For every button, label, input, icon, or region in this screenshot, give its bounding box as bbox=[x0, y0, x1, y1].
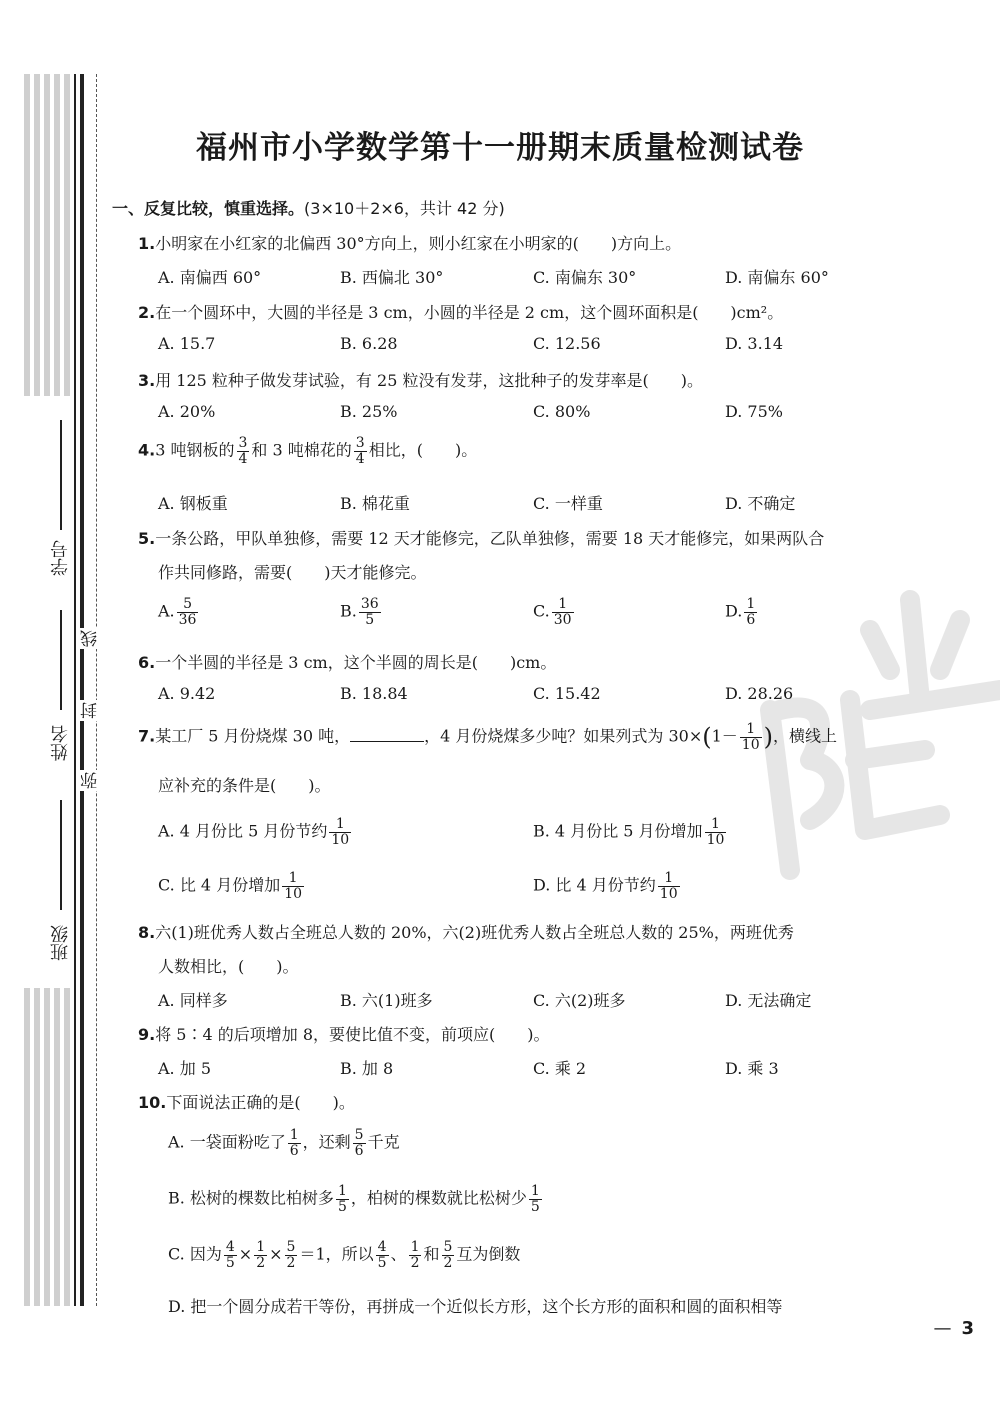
option-a[interactable]: A. 20% bbox=[158, 402, 216, 421]
fraction: $\frac{1}{6}$ bbox=[746, 596, 756, 628]
option-b[interactable]: B. 六(1)班多 bbox=[340, 991, 433, 1010]
fraction: $\frac{3}{4}$ bbox=[355, 435, 365, 467]
question-text: 下面说法正确的是( )。 bbox=[166, 1093, 355, 1112]
page-dash: — bbox=[933, 1318, 952, 1339]
option-a[interactable]: A. 同样多 bbox=[158, 991, 228, 1010]
cut-line bbox=[96, 74, 97, 1306]
question-number: 2. bbox=[138, 303, 156, 322]
option-d[interactable]: D. 3.14 bbox=[725, 334, 784, 353]
option-b[interactable]: B. $\frac{36}{5}$ bbox=[340, 596, 379, 628]
option-a[interactable]: A. 钢板重 bbox=[158, 494, 228, 513]
seal-char: 线 bbox=[78, 628, 103, 649]
question-text: 用 125 粒种子做发芽试验，有 25 粒没有发芽，这批种子的发芽率是( )。 bbox=[155, 371, 703, 390]
question-text: 小明家在小红家的北偏西 30°方向上，则小红家在小明家的( )方向上。 bbox=[155, 234, 682, 253]
binding-line-thin bbox=[74, 74, 76, 1306]
option-d[interactable]: D. 无法确定 bbox=[725, 991, 812, 1010]
option-b[interactable]: B. 4 月份比 5 月份增加 $\frac{1}{10}$ bbox=[533, 816, 725, 848]
option-b[interactable]: B. 加 8 bbox=[340, 1059, 394, 1078]
option-b[interactable]: B. 6.28 bbox=[340, 334, 398, 353]
question-5 bbox=[138, 526, 824, 549]
fraction: $\frac{1}{2}$ bbox=[410, 1239, 420, 1271]
question-5-line2: 作共同修路，需要( )天才能修完。 bbox=[158, 563, 427, 582]
section-scoring: (3×10＋2×6，共计 42 分) bbox=[304, 199, 505, 218]
fraction: $\frac{1}{10}$ bbox=[659, 870, 678, 902]
question-8-line2: 人数相比，( )。 bbox=[158, 957, 299, 976]
fraction: $\frac{1}{10}$ bbox=[706, 816, 725, 848]
fraction: $\frac{1}{10}$ bbox=[331, 816, 350, 848]
option-c[interactable]: C. 乘 2 bbox=[533, 1059, 587, 1078]
class-label: 班级 bbox=[50, 925, 71, 961]
page-number bbox=[933, 1318, 974, 1339]
option-c[interactable]: C. 80% bbox=[533, 402, 591, 421]
option-c[interactable]: C. 一样重 bbox=[533, 494, 603, 513]
question-text: 一个半圆的半径是 3 cm，这个半圆的周长是( )cm。 bbox=[155, 653, 557, 672]
question-number: 1. bbox=[138, 234, 156, 253]
margin-stripe-bottom bbox=[24, 988, 72, 1306]
option-a[interactable]: A. 南偏西 60° bbox=[158, 268, 262, 287]
student-no-label: 学号 bbox=[50, 540, 71, 576]
page-title: 福州市小学数学第十一册期末质量检测试卷 bbox=[196, 130, 804, 166]
option-d[interactable]: D. 75% bbox=[725, 402, 783, 421]
question-text: 相比，( )。 bbox=[368, 440, 478, 460]
question-text: 3 吨钢板的 bbox=[155, 440, 235, 460]
fraction: $\frac{1}{30}$ bbox=[553, 596, 572, 628]
option-d[interactable]: D. 南偏东 60° bbox=[725, 268, 829, 287]
option-d[interactable]: D. 把一个圆分成若干等份，再拼成一个近似长方形，这个长方形的面积和圆的面积相等 bbox=[168, 1297, 783, 1316]
question-number: 10. bbox=[138, 1093, 167, 1112]
question-1 bbox=[138, 231, 681, 254]
fraction: $\frac{1}{5}$ bbox=[337, 1183, 347, 1215]
option-b[interactable]: B. 棉花重 bbox=[340, 494, 410, 513]
question-10 bbox=[138, 1090, 355, 1113]
fraction: $\frac{1}{10}$ bbox=[741, 721, 760, 753]
fraction: $\frac{5}{6}$ bbox=[354, 1127, 364, 1159]
fraction: $\frac{3}{4}$ bbox=[238, 435, 248, 467]
fraction: $\frac{36}{5}$ bbox=[360, 596, 379, 628]
option-c[interactable]: C. 15.42 bbox=[533, 684, 601, 703]
right-paren: ) bbox=[763, 723, 773, 752]
answer-blank[interactable] bbox=[350, 725, 424, 742]
option-c[interactable]: C. 12.56 bbox=[533, 334, 601, 353]
question-3 bbox=[138, 368, 703, 391]
question-text: 将 5∶4 的后项增加 8，要使比值不变，前项应( )。 bbox=[155, 1025, 550, 1044]
question-text: ，横线上 bbox=[773, 726, 838, 746]
option-c[interactable]: C. $\frac{1}{30}$ bbox=[533, 596, 572, 628]
seal-char: 弥 bbox=[78, 770, 103, 791]
option-c[interactable]: C. 六(2)班多 bbox=[533, 991, 626, 1010]
question-2 bbox=[138, 300, 783, 323]
question-text: 某工厂 5 月份烧煤 30 吨， bbox=[155, 726, 351, 746]
question-text: ，4 月份烧煤多少吨？如果列式为 30× bbox=[424, 726, 703, 746]
question-number: 6. bbox=[138, 653, 156, 672]
name-label: 姓名 bbox=[50, 725, 71, 761]
question-8 bbox=[138, 920, 794, 943]
option-d[interactable]: D. 28.26 bbox=[725, 684, 794, 703]
fraction: $\frac{1}{10}$ bbox=[284, 870, 303, 902]
name-blank[interactable] bbox=[60, 610, 62, 710]
option-a[interactable]: A. 加 5 bbox=[158, 1059, 211, 1078]
fraction: $\frac{1}{5}$ bbox=[530, 1183, 540, 1215]
option-c[interactable]: C. 比 4 月份增加 $\frac{1}{10}$ bbox=[158, 870, 303, 902]
option-b[interactable]: B. 18.84 bbox=[340, 684, 408, 703]
option-c[interactable]: C. 因为 $\frac{4}{5}$ × $\frac{1}{2}$ × $\frac{5}{2}$ ＝1，所以 $\frac{4}{5}$ 、 $\frac{1}{2}$ 和 $\frac{5}{2}$ 互为倒数 bbox=[168, 1239, 521, 1271]
option-a[interactable]: A. 9.42 bbox=[158, 684, 216, 703]
page-number-value: 3 bbox=[961, 1318, 974, 1339]
question-number: 5. bbox=[138, 529, 156, 548]
option-a[interactable]: A. 一袋面粉吃了 $\frac{1}{6}$ ，还剩 $\frac{5}{6}$ 千克 bbox=[168, 1127, 400, 1159]
left-paren: ( bbox=[702, 723, 712, 752]
option-c[interactable]: C. 南偏东 30° bbox=[533, 268, 637, 287]
fraction: $\frac{4}{5}$ bbox=[225, 1239, 235, 1271]
question-text: 和 3 吨棉花的 bbox=[251, 440, 352, 460]
section-heading bbox=[112, 196, 505, 219]
question-text: 六(1)班优秀人数占全班总人数的 20%，六(2)班优秀人数占全班总人数的 25%，两班优秀 bbox=[155, 923, 794, 942]
option-a[interactable]: A. 4 月份比 5 月份节约 $\frac{1}{10}$ bbox=[158, 816, 350, 848]
class-blank[interactable] bbox=[60, 800, 62, 910]
option-d[interactable]: D. 不确定 bbox=[725, 494, 796, 513]
question-text: 一条公路，甲队单独修，需要 12 天才能修完，乙队单独修，需要 18 天才能修完，如果两队合 bbox=[155, 529, 825, 548]
option-b[interactable]: B. 25% bbox=[340, 402, 398, 421]
question-text: 在一个圆环中，大圆的半径是 3 cm，小圆的半径是 2 cm，这个圆环面积是( )cm²。 bbox=[155, 303, 784, 322]
fraction: $\frac{5}{36}$ bbox=[178, 596, 197, 628]
question-number: 9. bbox=[138, 1025, 156, 1044]
question-number: 4. bbox=[138, 440, 156, 460]
question-number: 8. bbox=[138, 923, 156, 942]
fraction: $\frac{5}{2}$ bbox=[286, 1239, 296, 1271]
question-7 bbox=[138, 722, 837, 752]
question-6 bbox=[138, 650, 556, 673]
fraction: $\frac{1}{2}$ bbox=[256, 1239, 266, 1271]
section-title: 一、反复比较，慎重选择。 bbox=[112, 199, 305, 218]
question-text: 1－ bbox=[711, 726, 738, 746]
option-a[interactable]: A. $\frac{5}{36}$ bbox=[158, 596, 197, 628]
binding-line-thick bbox=[80, 74, 84, 1306]
option-d[interactable]: D. 乘 3 bbox=[725, 1059, 779, 1078]
student-no-blank[interactable] bbox=[60, 420, 62, 530]
question-number: 3. bbox=[138, 371, 156, 390]
option-b[interactable]: B. 松树的棵数比柏树多 $\frac{1}{5}$ ，柏树的棵数就比松树少 $\frac{1}{5}$ bbox=[168, 1183, 540, 1215]
fraction: $\frac{4}{5}$ bbox=[377, 1239, 387, 1271]
option-d[interactable]: D. 比 4 月份节约 $\frac{1}{10}$ bbox=[533, 870, 678, 902]
option-a[interactable]: A. 15.7 bbox=[158, 334, 216, 353]
question-7-line2: 应补充的条件是( )。 bbox=[158, 776, 331, 795]
fraction: $\frac{5}{2}$ bbox=[443, 1239, 453, 1271]
fraction: $\frac{1}{6}$ bbox=[289, 1127, 299, 1159]
question-9 bbox=[138, 1022, 550, 1045]
option-b[interactable]: B. 西偏北 30° bbox=[340, 268, 444, 287]
option-d[interactable]: D. $\frac{1}{6}$ bbox=[725, 596, 756, 628]
seal-char: 封 bbox=[78, 700, 103, 721]
question-number: 7. bbox=[138, 726, 156, 746]
question-4 bbox=[138, 436, 477, 466]
